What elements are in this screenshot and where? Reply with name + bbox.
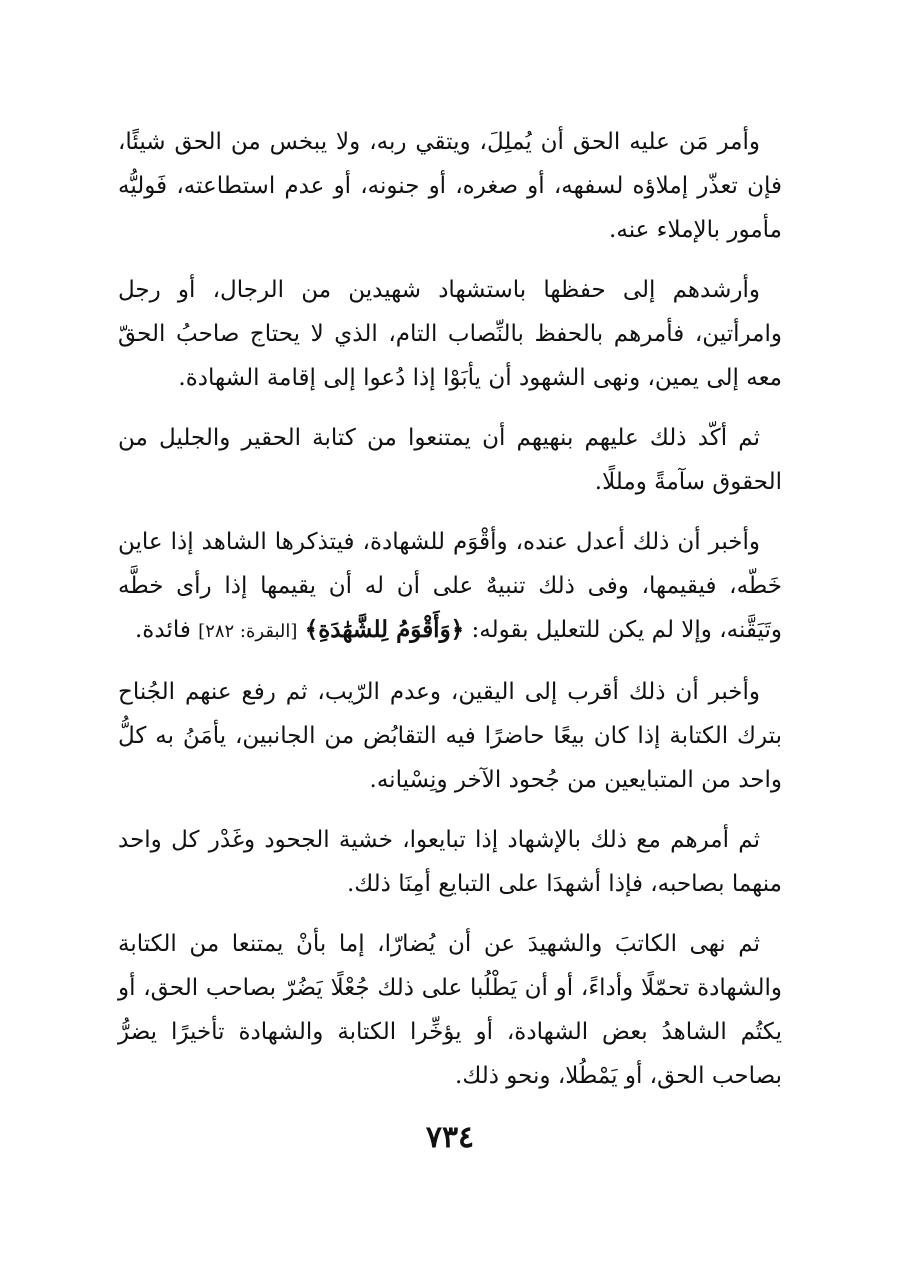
- verse-reference: [البقرة: ٢٨٢]: [198, 621, 298, 642]
- paragraph-6: ثم أمرهم مع ذلك بالإشهاد إذا تبايعوا، خشية الجحود وغَدْر كل واحد منهما بصاحبه، فإذا أشهدَا على التبايع أمِنَا ذلك.: [118, 827, 782, 897]
- quran-verse: ﴿وَأَقْوَمُ لِلشَّهَٰدَةِ﴾: [304, 616, 465, 643]
- paragraph-4-ending: فائدة.: [135, 617, 191, 643]
- page-number: ٧٣٤: [425, 1120, 475, 1155]
- paragraph-4-text: وأخبر أن ذلك أعدل عنده، وأقْوَم للشهادة، فيتذكرها الشاهد إذا عاين خَطّه، فيقيمها، وفى ذلك تنبيهٌ على أن له أن يقيمها إذا رأى خطَّه وتَيَقَّنه، وإلا لم يكن للتعليل بقوله:: [118, 529, 782, 643]
- body-text: [118, 120, 782, 1114]
- paragraph-7: ثم نهى الكاتبَ والشهيدَ عن أن يُضارّا، إما بأنْ يمتنعا من الكتابة والشهادة تحمّلًا وأداءً، أو أن يَطْلُبا على ذلك جُعْلًا يَضُرّ بصاحب الحق، أو يكتُم الشاهدُ بعض الشهادة، أو يؤخِّرا الكتابة والشهادة تأخيرًا يضرُّ بصاحب الحق، أو يَمْطُلا، ونحو ذلك.: [118, 931, 782, 1089]
- paragraph-3: ثم أكّد ذلك عليهم بنهيهم أن يمتنعوا من كتابة الحقير والجليل من الحقوق سآمةً ومللًا.: [118, 425, 782, 495]
- paragraph-4: [118, 520, 782, 654]
- paragraph-2: وأرشدهم إلى حفظها باستشهاد شهيدين من الرجال، أو رجل وامرأتين، فأمرهم بالحفظ بالنِّصاب التام، الذي لا يحتاج صاحبُ الحقّ معه إلى يمين، ونهى الشهود أن يأبَوْا إذا دُعوا إلى إقامة الشهادة.: [118, 277, 782, 391]
- paragraph-1: وأمر مَن عليه الحق أن يُملِلَ، ويتقي ربه، ولا يبخس من الحق شيئًا، فإن تعذّر إملاؤه لسفهه، أو صغره، أو جنونه، أو عدم استطاعته، فَوليُّه مأمور بالإملاء عنه.: [118, 129, 782, 243]
- paragraph-5: وأخبر أن ذلك أقرب إلى اليقين، وعدم الرّيب، ثم رفع عنهم الجُناح بترك الكتابة إذا كان بيعًا حاضرًا فيه التقابُض من الجانبين، يأمَنُ به كلُّ واحد من المتبايعين من جُحود الآخر ونِسْيانه.: [118, 679, 782, 793]
